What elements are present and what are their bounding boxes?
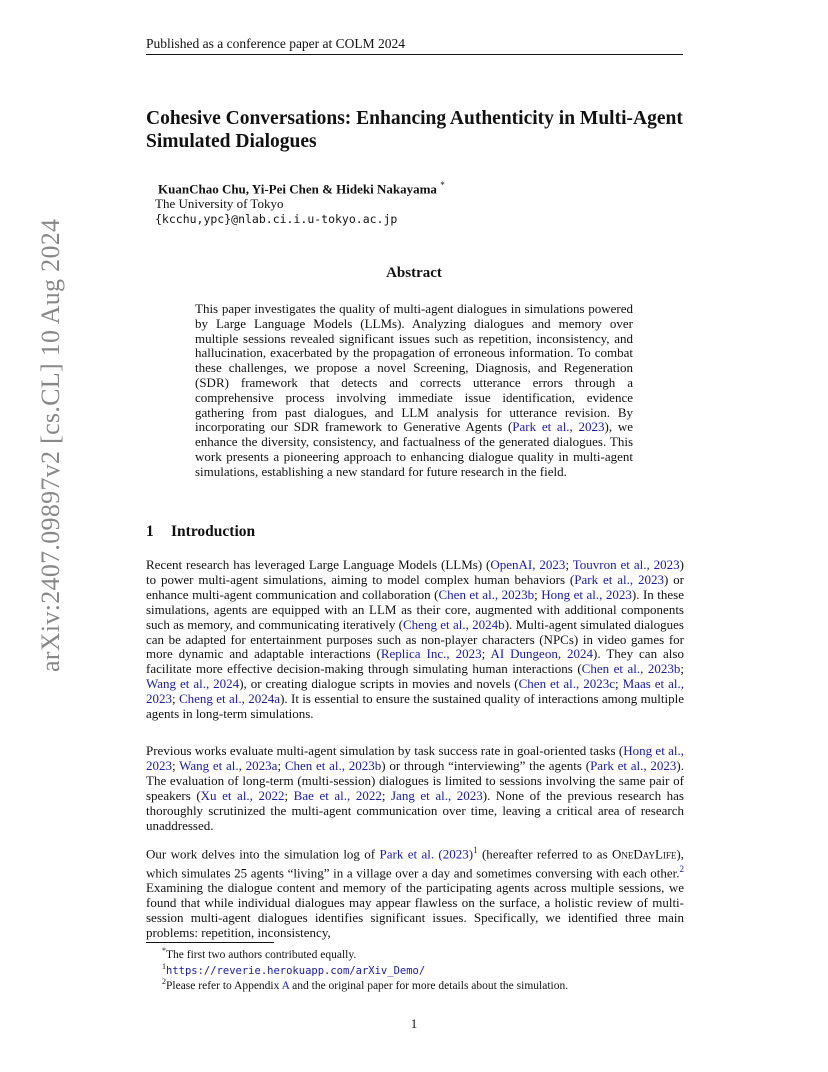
footnote-2 <box>162 962 425 977</box>
text: Our work delves into the simulation log of <box>146 846 380 862</box>
text: ; <box>172 691 179 707</box>
footnote-mark: 2 <box>162 977 166 986</box>
citation-link[interactable]: Cheng et al., 2024b <box>403 616 505 632</box>
paper-title: Cohesive Conversations: Enhancing Authenticity in Multi-Agent Simulated Dialogues <box>146 108 683 152</box>
demo-url-link[interactable]: https://reverie.herokuapp.com/arXiv_Demo/ <box>166 964 426 977</box>
text: ) to power multi-agent simulations, aiming to model complex human behaviors ( <box>146 557 684 587</box>
header-rule <box>146 54 683 55</box>
citation-link[interactable]: Wang et al., 2024 <box>146 676 240 692</box>
page-number: 1 <box>410 1016 418 1031</box>
onedaylife-term: OneDayLife <box>612 846 677 862</box>
abstract-body <box>195 302 633 480</box>
citation-link[interactable]: Wang et al., 2023a <box>179 757 278 773</box>
text: ; <box>481 646 491 662</box>
footnote-text: and the original paper for more details about the simulation. <box>289 979 569 992</box>
text: ; <box>534 586 542 602</box>
citation-link[interactable]: Park et al., 2023 <box>574 571 664 587</box>
citation-link[interactable]: Chen et al., 2023b <box>581 661 681 677</box>
footnote-mark: * <box>162 946 166 955</box>
text: ; <box>680 661 684 677</box>
author-footnote-mark: * <box>440 180 445 190</box>
intro-paragraph-2 <box>146 744 684 833</box>
text: ), which simulates 25 agents “living” in a village over a day and sometimes conversing with each other. <box>146 846 684 881</box>
conference-header: Published as a conference paper at COLM 2024 <box>146 36 406 51</box>
author-names: KuanChao Chu, Yi-Pei Chen & Hideki Nakayama <box>158 181 437 197</box>
text: ) or enhance multi-agent communication and collaboration ( <box>146 571 685 602</box>
citation-link[interactable]: Jang et al., 2023 <box>391 787 483 803</box>
text: ). They can also facilitate more effective decision-making through simulating human interactions ( <box>146 646 684 677</box>
section-heading <box>146 523 255 541</box>
text: ; <box>565 557 573 572</box>
authors <box>158 180 445 197</box>
citation-link[interactable]: AI Dungeon, 2024 <box>490 646 594 662</box>
footnote-3 <box>162 977 568 992</box>
citation-link[interactable]: Park et al., 2023 <box>590 757 677 773</box>
citation-link[interactable]: Touvron et al., 2023 <box>572 557 680 572</box>
text: Recent research has leveraged Large Language Models (LLMs) ( <box>146 557 491 572</box>
citation-link[interactable]: Cheng et al., 2024a <box>178 691 281 707</box>
footnote-ref[interactable]: 2 <box>679 864 684 875</box>
author-email: {kcchu,ypc}@nlab.ci.i.u-tokyo.ac.jp <box>155 212 398 226</box>
citation-link[interactable]: Chen et al., 2023b <box>438 586 535 602</box>
text: ; <box>277 757 285 773</box>
citation-link[interactable]: OpenAI, 2023 <box>490 557 566 572</box>
abstract-text: This paper investigates the quality of multi-agent dialogues in simulations powered by Large Language Models (LLMs). Analyzing dialogues and memory over multiple sessions revealed significant issues such as repetition, inconsistency, and hallucination, exacerbated by the propagation of erroneous information. To combat these challenges, we propose a novel Screening, Diagnosis, and Regeneration (SDR) framework that detects and corrects utterance errors through a comprehensive process involving immediate issue identification, evidence gathering from past dialogues, and LLM analysis for utterance revision. By incorporating our SDR framework to Generative Agents ( <box>195 301 633 435</box>
text: Previous works evaluate multi-agent simulation by task success rate in goal-oriented tasks ( <box>146 743 624 758</box>
footnote-ref[interactable]: 1 <box>473 845 478 855</box>
footnote-rule <box>146 942 274 943</box>
text: ; <box>615 676 623 692</box>
text: ; <box>172 757 180 773</box>
appendix-link[interactable]: A <box>281 979 290 992</box>
section-title: Introduction <box>171 523 256 540</box>
footnote-text: The first two authors contributed equally. <box>166 948 357 961</box>
citation-link[interactable]: Xu et al., 2022 <box>200 787 285 803</box>
text: Examining the dialogue content and memory of the participating agents across multiple sessions, we found that while individual dialogues may appear flawless on the surface, a holistic review of multi-session multi-agent dialogues identifies significant issues. Specifically, we identified three main problems: repetition, inconsistency, <box>146 880 684 941</box>
text: ). It is essential to ensure the sustained quality of interactions among multiple agents in long-term simulations. <box>146 691 684 722</box>
footnote-1 <box>162 946 356 961</box>
arxiv-stamp: arXiv:2407.09897v2 [cs.CL] 10 Aug 2024 <box>36 218 65 672</box>
citation-link[interactable]: Park et al., 2023 <box>512 419 605 435</box>
footnote-mark: 1 <box>162 962 166 971</box>
text: ). None of the previous research has thoroughly scrutinized the multi-agent communication over time, leaving a critical area of research unaddressed. <box>146 787 684 833</box>
text: ; <box>381 787 391 803</box>
abstract-heading: Abstract <box>386 265 442 281</box>
citation-link[interactable]: Park et al. (2023) <box>379 846 474 862</box>
citation-link[interactable]: Bae et al., 2022 <box>293 787 382 803</box>
citation-link[interactable]: Chen et al., 2023c <box>518 676 616 692</box>
intro-paragraph-1 <box>146 558 684 722</box>
intro-paragraph-3 <box>146 843 684 941</box>
text: ) or through “interviewing” the agents ( <box>381 757 591 773</box>
text: ), or creating dialogue scripts in movies and novels ( <box>239 676 519 692</box>
text: ; <box>284 787 294 803</box>
section-number: 1 <box>146 523 154 540</box>
citation-link[interactable]: Replica Inc., 2023 <box>380 646 482 662</box>
text: ). In these simulations, agents are equipped with an LLM as their core, augmented with additional components such as memory, and communicating iteratively ( <box>146 586 684 632</box>
text: ). Multi-agent simulated dialogues can be adapted for entertainment purposes such as non-player characters (NPCs) in video games for more dynamic and adaptable interactions ( <box>146 616 684 662</box>
text: (hereafter referred to as <box>477 846 612 862</box>
citation-link[interactable]: Maas et al., 2023 <box>146 676 685 707</box>
footnote-text: Please refer to Appendix <box>166 979 282 992</box>
abstract-text: ), we enhance the diversity, consistency, and factualness of the generated dialogues. This work presents a pioneering approach to enhancing dialogue quality in multi-agent simulations, establishing a new standard for future research in the field. <box>195 419 633 479</box>
affiliation: The University of Tokyo <box>155 196 284 211</box>
citation-link[interactable]: Chen et al., 2023b <box>284 757 382 773</box>
text: ). The evaluation of long-term (multi-session) dialogues is limited to sessions involving the same pair of speakers ( <box>146 757 685 803</box>
citation-link[interactable]: Hong et al., 2023 <box>146 743 684 773</box>
citation-link[interactable]: Hong et al., 2023 <box>541 586 632 602</box>
